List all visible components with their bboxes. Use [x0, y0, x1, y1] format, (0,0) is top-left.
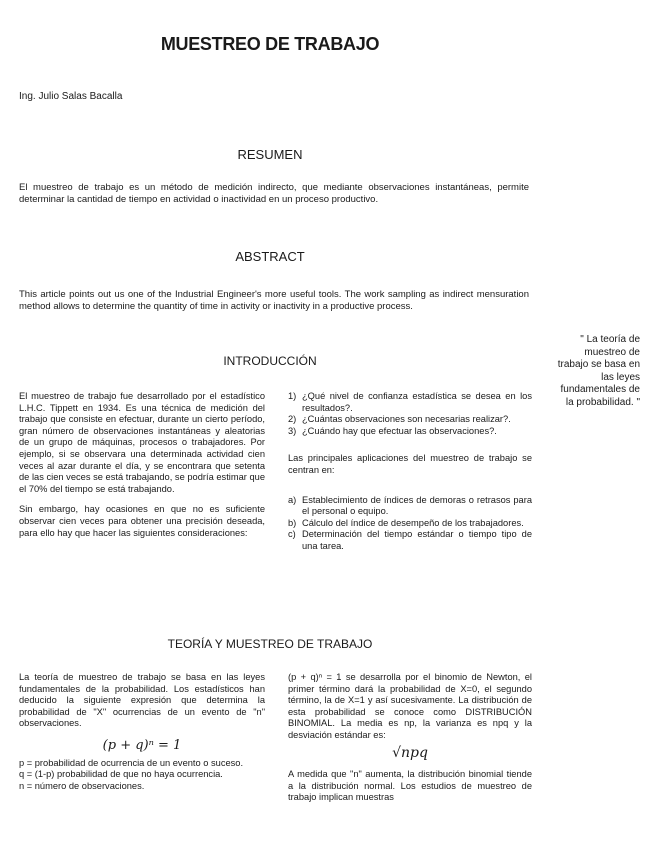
applications-list	[288, 495, 532, 553]
list-item: a) Establecimiento de índices de demoras o retrasos para el personal o equipo.	[288, 494, 532, 517]
list-item: 3) ¿Cuándo hay que efectuar las observaciones?.	[288, 425, 497, 436]
binomial-formula: (p + q)ⁿ = 1	[102, 737, 182, 753]
resumen-text: El muestreo de trabajo es un método de medición indirecto, que mediante observaciones instantáneas, permite determinar la cantidad de tiempo en actividad o inactividad en un proceso productivo.	[19, 182, 529, 205]
teoria-paragraph-2: (p + q)ⁿ = 1 se desarrolla por el binomio de Newton, el primer término dará la probabilidad de X=0, el segundo término, la de X=1 y así sucesivamente. La distribución de esta probabilidad se conoce como DISTRIBUCIÓN BINOMIAL. La media es np, la varianza es npq y la desviación estándar es:	[288, 672, 532, 740]
teoria-paragraph-3: A medida que "n" aumenta, la distribución binomial tiende a la distribución normal. Los estudios de muestreo de trabajo implican muestras	[288, 769, 532, 803]
applications-intro: Las principales aplicaciones del muestreo de trabajo se centran en:	[288, 453, 532, 475]
list-item: b) Cálculo del índice de desempeño de los trabajadores.	[288, 517, 524, 528]
teoria-left-column	[19, 672, 265, 792]
abstract-text: This article points out us one of the Industrial Engineer's more useful tools. The work sampling as indirect mensuration method allows to determine the quantity of time in activity or inactivity in a productive process.	[19, 289, 529, 312]
definition-n: n = número de observaciones.	[19, 780, 145, 791]
list-item: 1) ¿Qué nivel de confianza estadística se desea en los resultados?.	[288, 391, 532, 413]
introduccion-left-column	[19, 391, 265, 539]
resumen-heading: RESUMEN	[237, 147, 303, 162]
definition-q: q = (1-p) probabilidad de que no haya ocurrencia.	[19, 769, 223, 780]
introduccion-heading: INTRODUCCIÓN	[223, 354, 317, 368]
teoria-paragraph-1: La teoría de muestreo de trabajo se basa en las leyes fundamentales de la probabilidad. Los estadísticos han deducido la siguiente expresión que determina la probabilidad de "X" ocurrencias de un evento de "n" observaciones.	[19, 672, 265, 729]
page-title: MUESTREO DE TRABAJO	[160, 34, 380, 54]
introduccion-right-column	[288, 391, 532, 553]
author: Ing. Julio Salas Bacalla	[19, 91, 123, 102]
list-item: 2) ¿Cuántas observaciones son necesarias realizar?.	[288, 414, 511, 425]
questions-list	[288, 391, 532, 437]
list-item: c) Determinación del tiempo estándar o tiempo tipo de una tarea.	[288, 529, 532, 551]
intro-paragraph-2: Sin embargo, hay ocasiones en que no es suficiente observar cien veces para obtener una precisión deseada, para ello hay que hacer las siguientes consideraciones:	[19, 504, 265, 538]
abstract-heading: ABSTRACT	[235, 249, 305, 264]
definition-p: p = probabilidad de ocurrencia de un evento o suceso.	[19, 757, 244, 768]
intro-paragraph-1: El muestreo de trabajo fue desarrollado por el estadístico L.H.C. Tippett en 1934. Es una técnica de medición del trabajo que consiste en efectuar, durante un cierto período, gran número de observaciones instantáneas y aleatorias de un grupo de máquinas, procesos o trabajadores. Por ejemplo, si se observara una determinada actividad cien veces al azar durante el día, y se encontrara que setenta de las cien veces se está trabajando, se podría estimar que el 70% del tiempo se está trabajando.	[19, 391, 265, 494]
pull-quote: " La teoría de muestreo de trabajo se basa en las leyes fundamentales de la probabilidad. "	[557, 334, 640, 408]
std-dev-formula: √npq	[392, 744, 428, 761]
teoria-right-column	[288, 672, 532, 804]
teoria-heading: TEORÍA Y MUESTREO DE TRABAJO	[167, 637, 373, 651]
